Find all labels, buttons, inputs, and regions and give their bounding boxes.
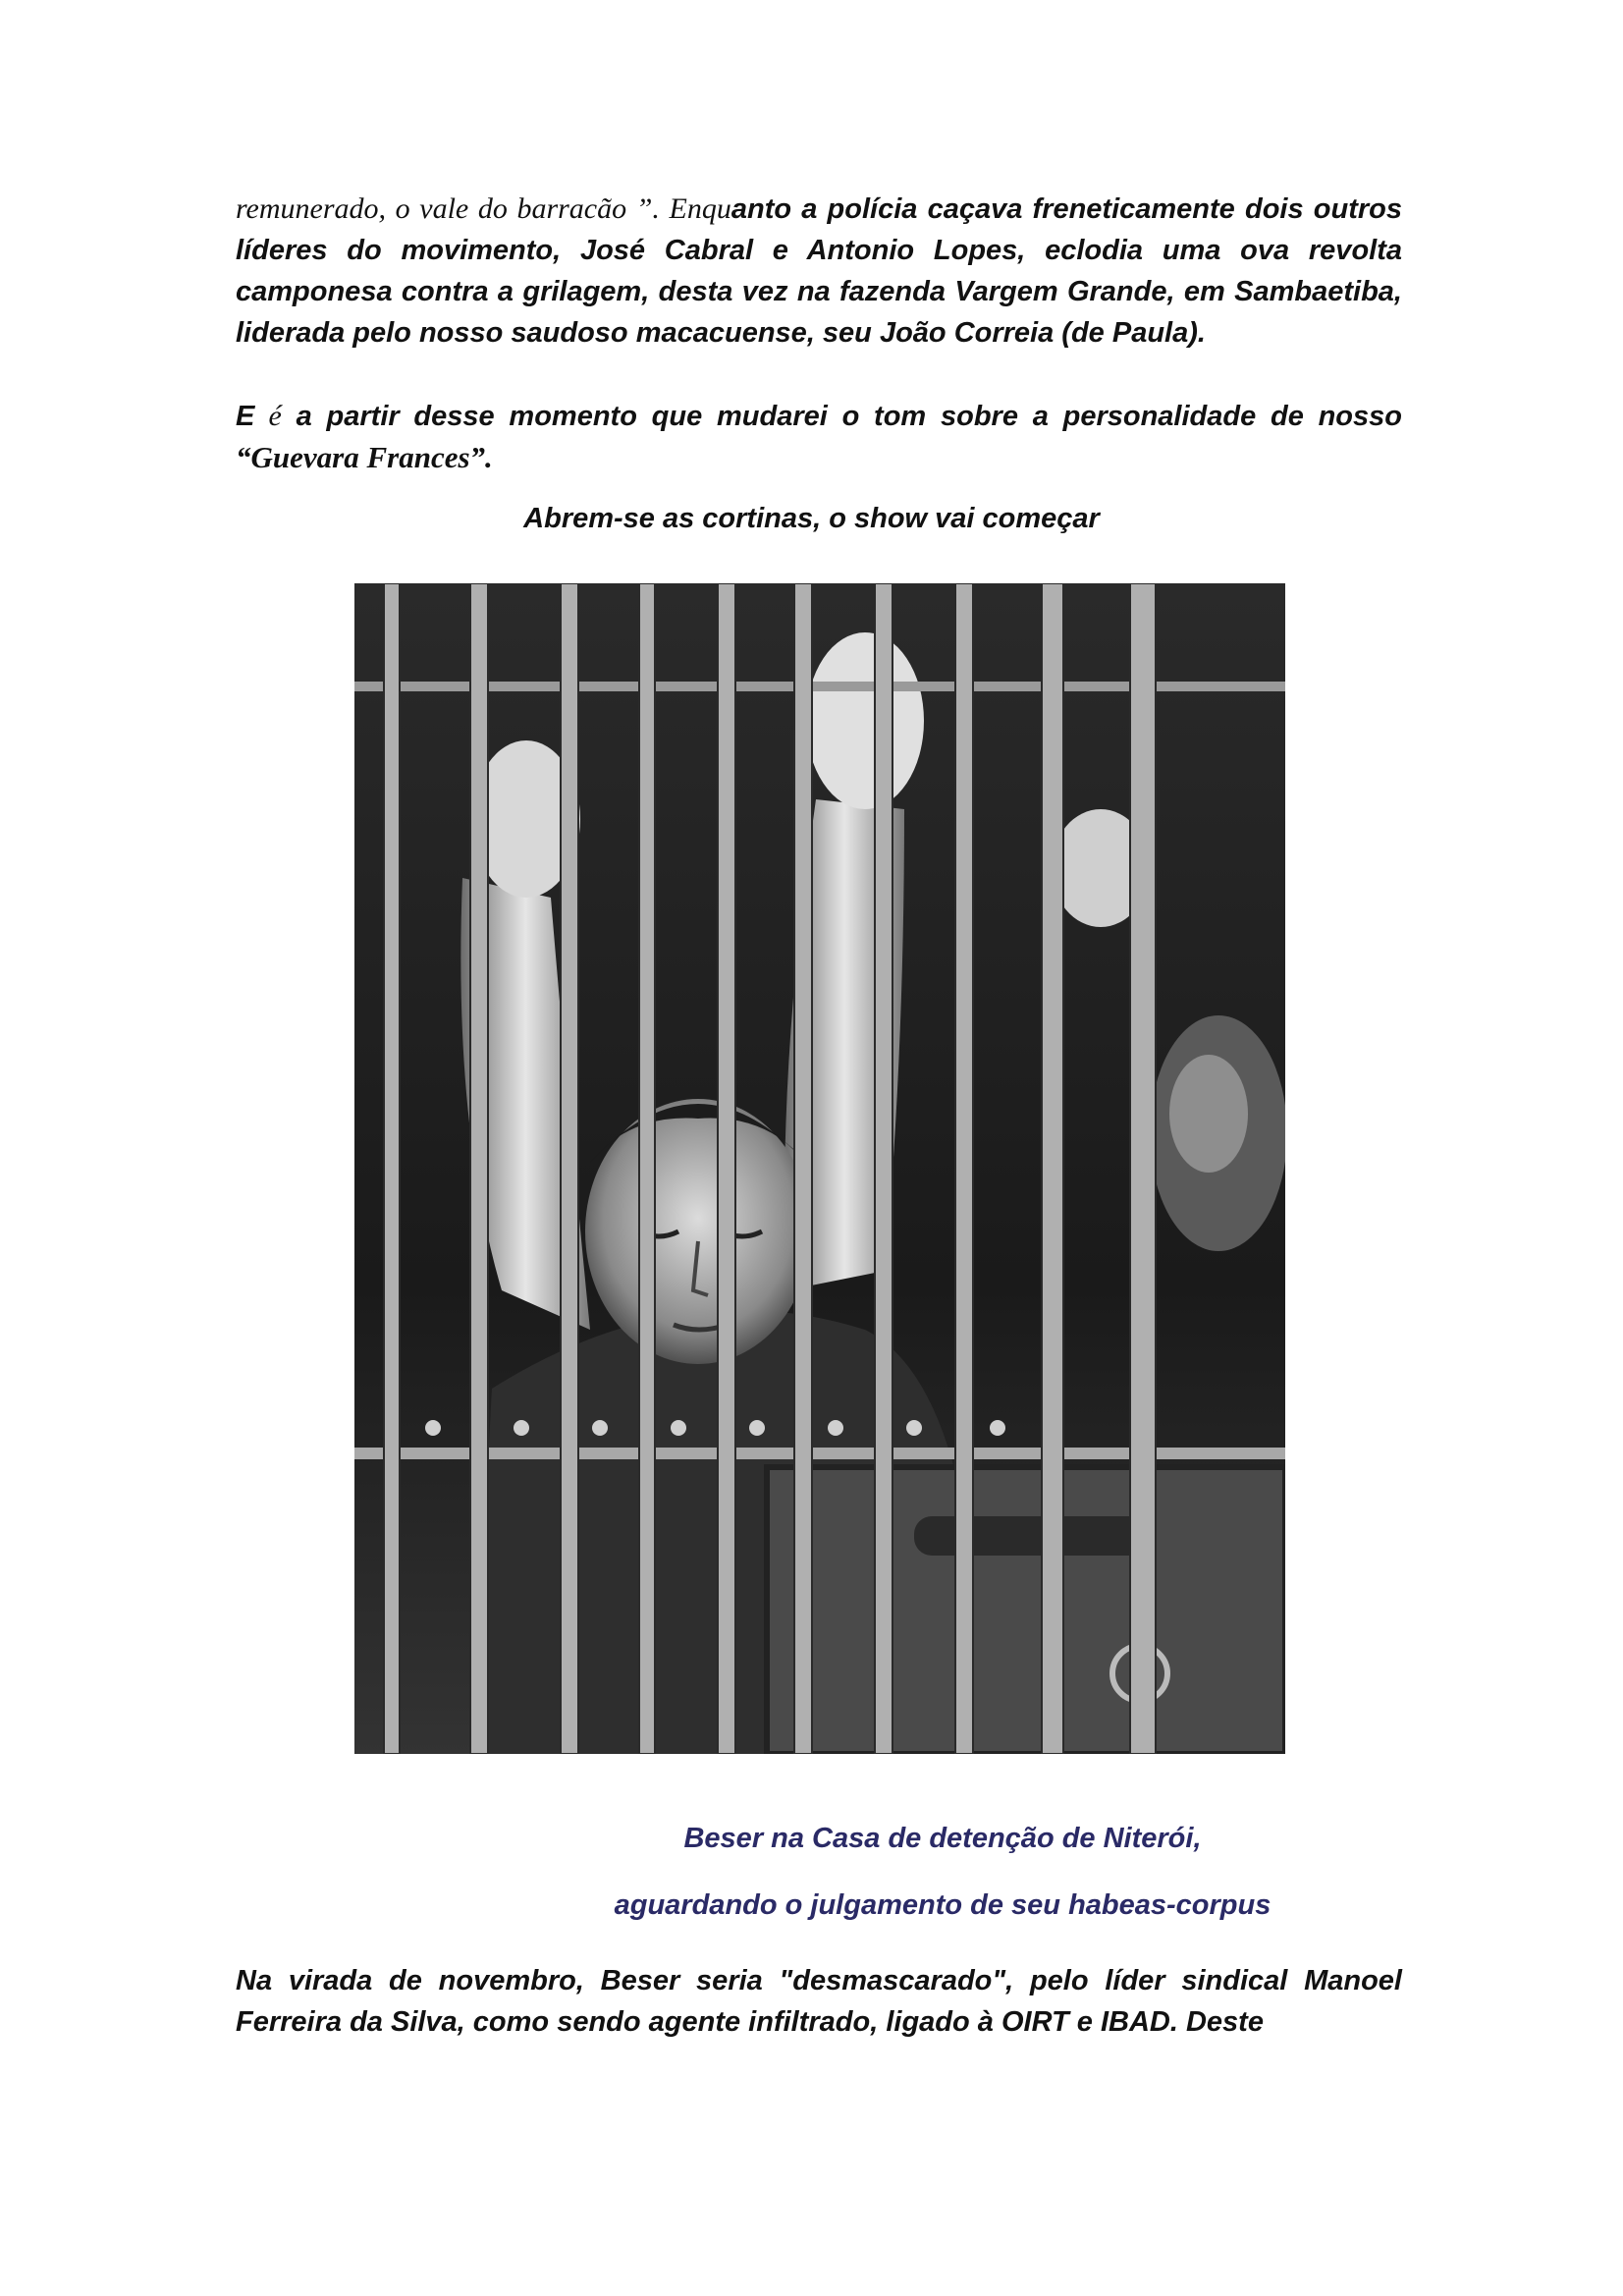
paragraph-1-serif-lead: remunerado, o vale do barracão ”. Enqu — [236, 192, 731, 225]
paragraph-2-serif-tail: “Guevara Frances”. — [236, 440, 493, 474]
section-subtitle: Abrem-se as cortinas, o show vai começar — [523, 503, 1100, 534]
photo-illustration — [354, 583, 1285, 1754]
photo-caption-line-2: aguardando o julgamento de seu habeas-corpus — [614, 1889, 1271, 1921]
paragraph-2 — [236, 396, 1402, 479]
paragraph-2-body: a partir desse momento que mudarei o tom sobre a personalidade de nosso — [281, 401, 1402, 432]
prison-bars-photo — [354, 583, 1285, 1754]
paragraph-2-lead: E — [236, 401, 255, 432]
paragraph-3: Na virada de novembro, Beser seria "desmascarado", pelo líder sindical Manoel Ferreira da Silva, como sendo agente infiltrado, ligado à OIRT e IBAD. Deste — [236, 1965, 1402, 2038]
photo-caption-line-1: Beser na Casa de detenção de Niterói, — [683, 1823, 1202, 1854]
paragraph-1 — [236, 189, 1402, 354]
paragraph-1-body: anto a polícia caçava freneticamente dois outros líderes do movimento, José Cabral e Antonio Lopes, eclodia uma ova revolta camponesa contra a grilagem, desta vez na fazenda Vargem Grande, em Sambaetiba, liderada pelo nosso saudoso macacuense, seu João Correia (de Paula). — [236, 193, 1402, 349]
paragraph-2-serif-lead: é — [254, 400, 282, 432]
